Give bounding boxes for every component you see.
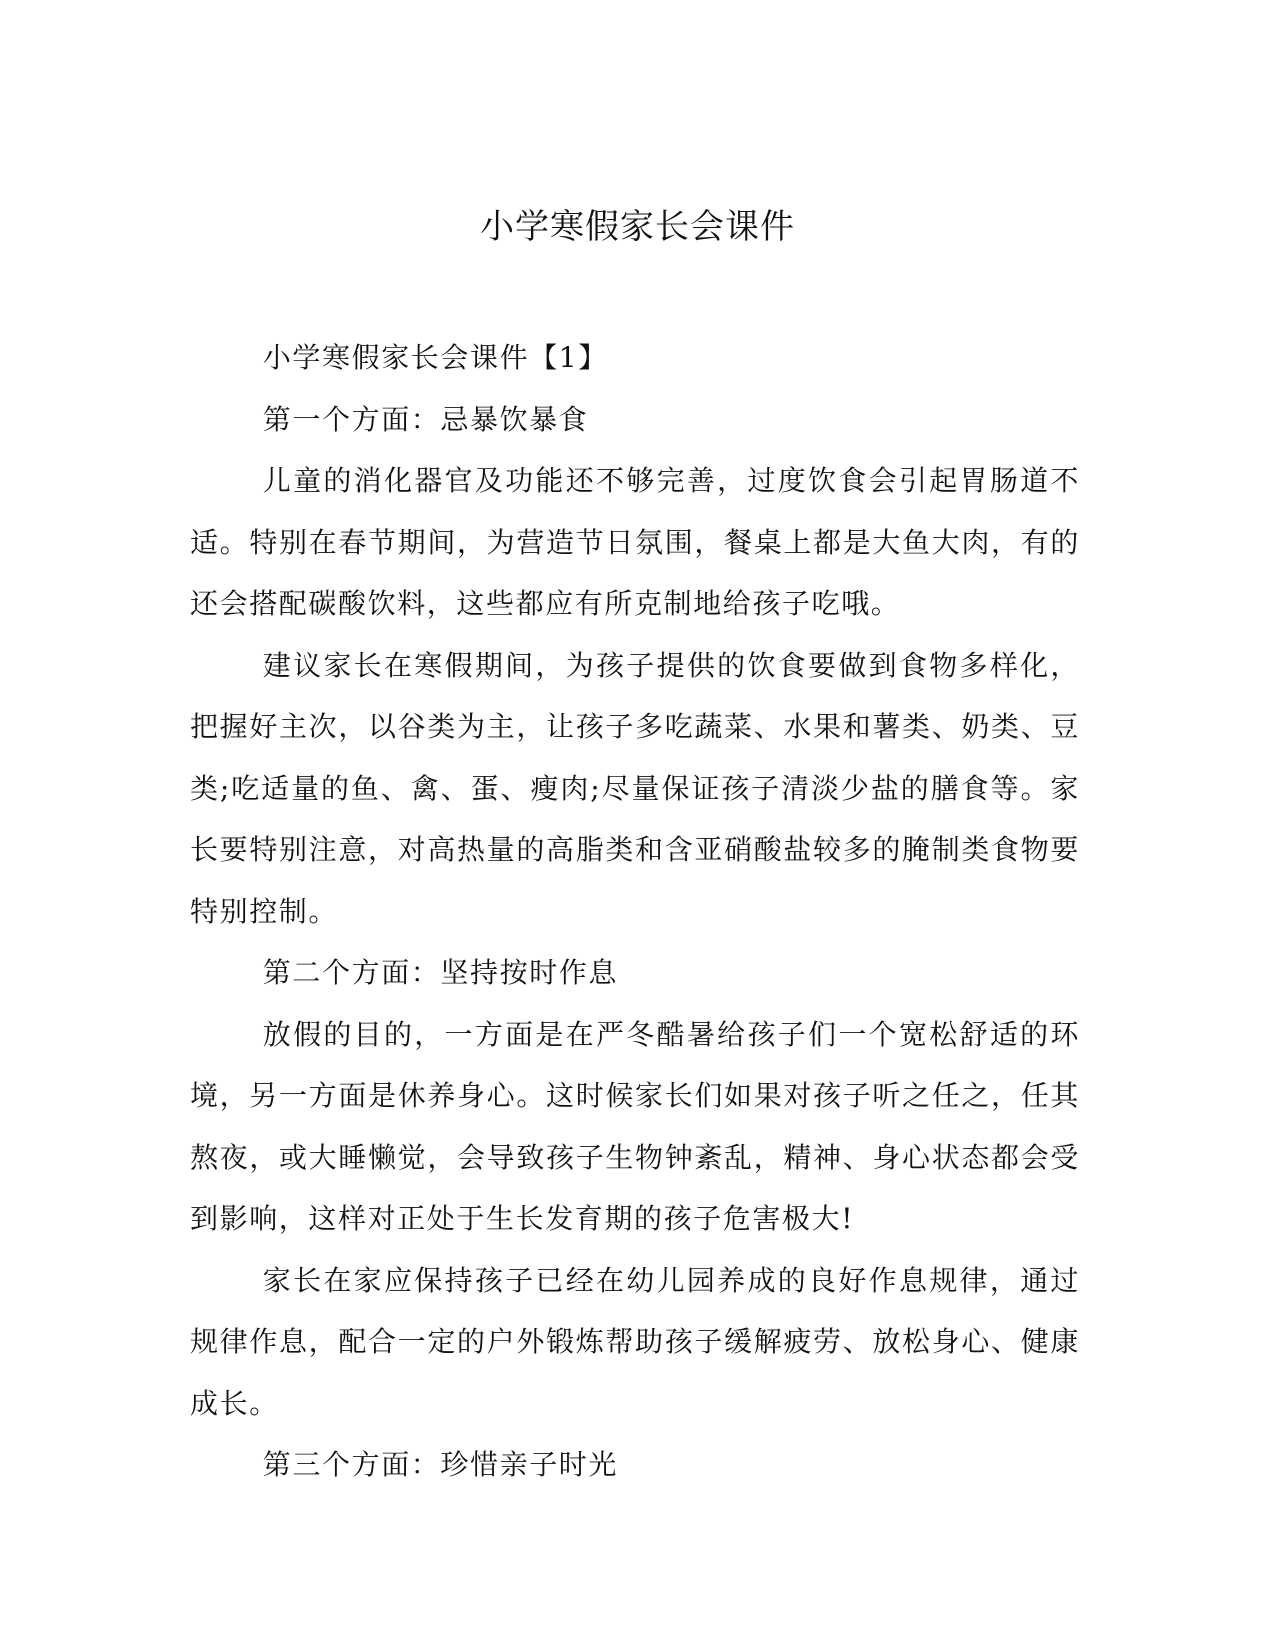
body-paragraph: 儿童的消化器官及功能还不够完善，过度饮食会引起胃肠道不适。特别在春节期间，为营造节日氛围，餐桌上都是大鱼大肉，有的还会搭配碳酸饮料，这些都应有所克制地给孩子吃哦。 xyxy=(190,464,1080,620)
body-paragraph: 放假的目的，一方面是在严冬酷暑给孩子们一个宽松舒适的环境，另一方面是休养身心。这时候家长们如果对孩子听之任之，任其熬夜，或大睡懒觉，会导致孩子生物钟紊乱，精神、身心状态都会受到影响，这样对正处于生长发育期的孩子危害极大! xyxy=(190,1017,1080,1235)
body-paragraph: 建议家长在寒假期间，为孩子提供的饮食要做到食物多样化，把握好主次，以谷类为主，让孩子多吃蔬菜、水果和薯类、奶类、豆类;吃适量的鱼、禽、蛋、瘦肉;尽量保证孩子清淡少盐的膳食等。家长要特别注意，对高热量的高脂类和含亚硝酸盐较多的腌制类食物要特别控制。 xyxy=(190,648,1080,928)
section-heading: 第三个方面：珍惜亲子时光 xyxy=(262,1448,618,1481)
body-paragraph: 家长在家应保持孩子已经在幼儿园养成的良好作息规律，通过规律作息，配合一定的户外锻炼帮助孩子缓解疲劳、放松身心、健康成长。 xyxy=(190,1263,1080,1420)
section-heading: 第二个方面：坚持按时作息 xyxy=(262,956,618,989)
document-title: 小学寒假家长会课件 xyxy=(480,207,795,247)
document-body xyxy=(190,327,1080,1496)
section-heading: 小学寒假家长会课件【1】 xyxy=(262,341,608,374)
section-heading: 第一个方面：忌暴饮暴食 xyxy=(262,402,589,436)
